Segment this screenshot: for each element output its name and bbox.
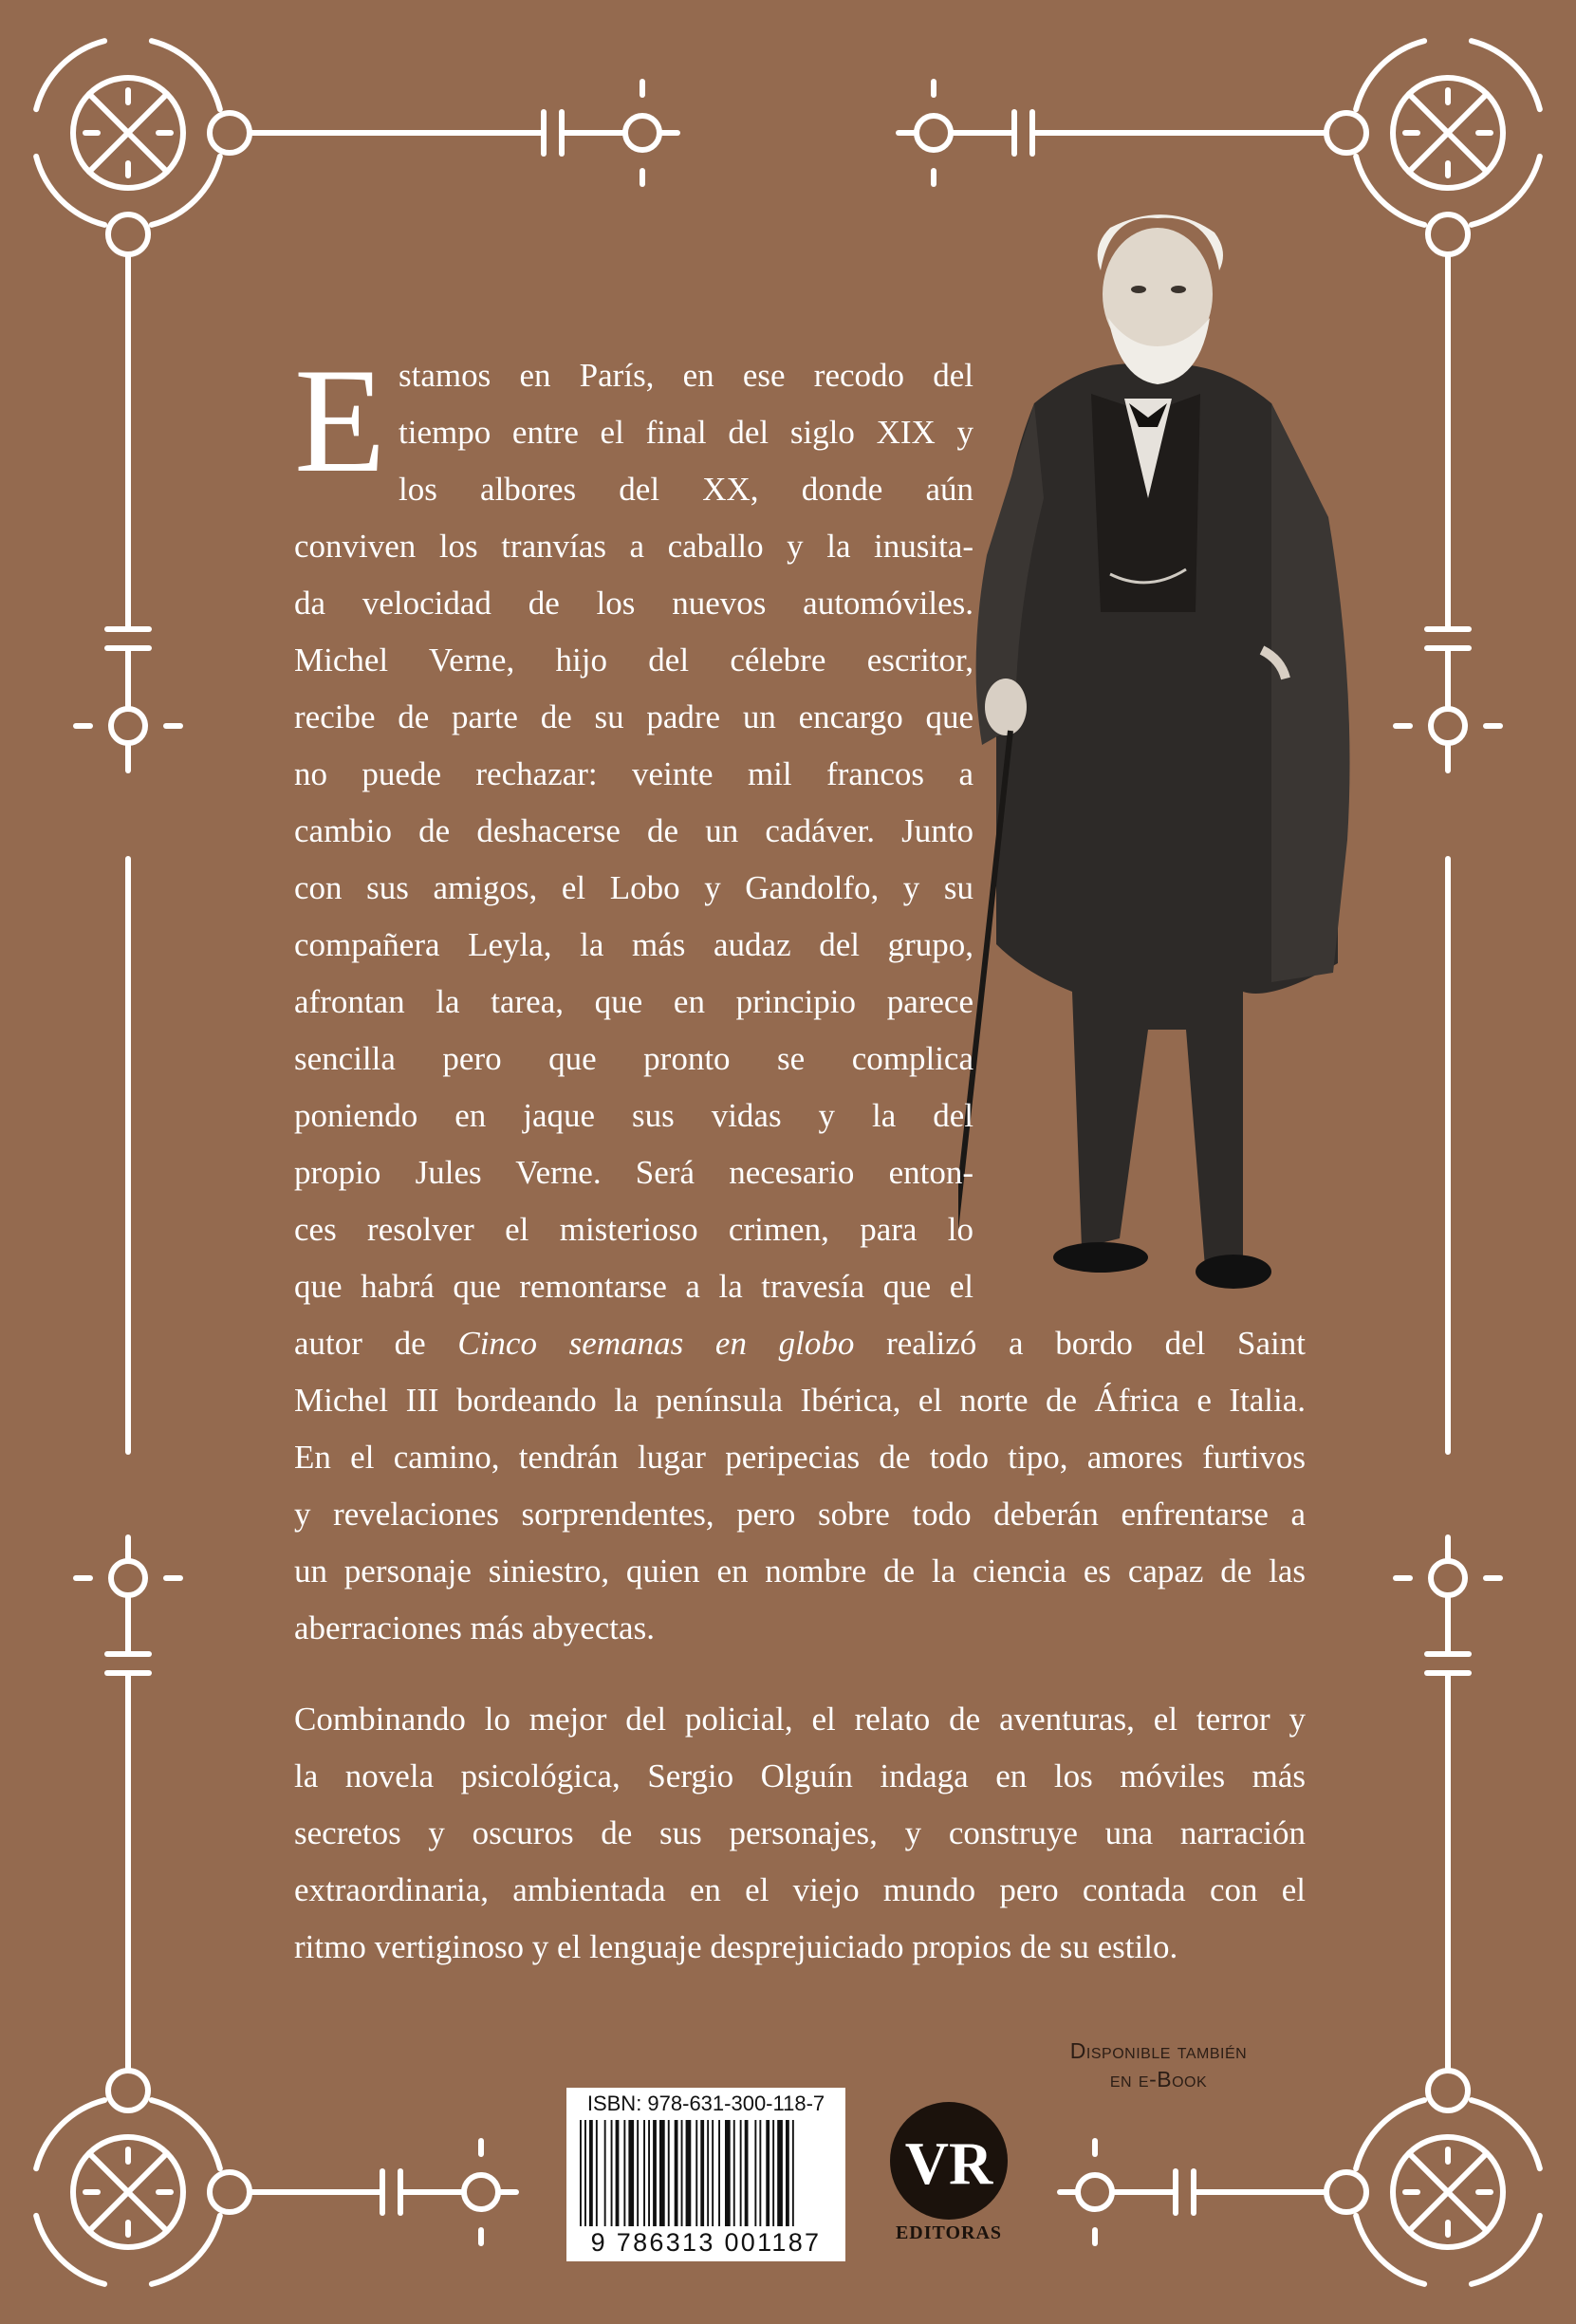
blurb-line: que habrá que remontarse a la travesía que el bbox=[294, 1268, 973, 1305]
blurb-text: realizó a bordo del Saint bbox=[854, 1325, 1307, 1362]
blurb-line: compañera Leyla, la más audaz del grupo, bbox=[294, 926, 973, 963]
blurb-line: extraordinaria, ambientada en el viejo mundo pero contada con el bbox=[294, 1871, 1306, 1908]
isbn-label: ISBN: 978-631-300-118-7 bbox=[586, 2092, 825, 2115]
barcode-digits: 9 786313 001187 bbox=[590, 2228, 822, 2257]
blurb-paragraph-1 bbox=[294, 338, 1307, 1657]
blurb-line: stamos en París, en ese recodo del bbox=[399, 357, 973, 394]
blurb-paragraph-2 bbox=[294, 1691, 1306, 1976]
blurb-line: ces resolver el misterioso crimen, para lo bbox=[294, 1211, 973, 1248]
blurb-line: conviven los tranvías a caballo y la inusita- bbox=[294, 528, 973, 565]
blurb-line: aberraciones más abyectas. bbox=[294, 1609, 655, 1646]
blurb-line: En el camino, tendrán lugar peripecias de todo tipo, amores furtivos bbox=[294, 1439, 1306, 1476]
blurb-line: tiempo entre el final del siglo XIX y bbox=[399, 414, 973, 451]
publisher-name: EDITORAS bbox=[895, 2222, 1003, 2243]
barcode-bars bbox=[580, 2120, 832, 2226]
blurb-line: los albores del XX, donde aún bbox=[399, 471, 973, 508]
ebook-notice-line-2: en e-Book bbox=[1109, 2067, 1208, 2092]
blurb-line: cambio de deshacerse de un cadáver. Junto bbox=[294, 812, 973, 849]
isbn-barcode bbox=[566, 2088, 845, 2261]
blurb-line: recibe de parte de su padre un encargo que bbox=[294, 698, 973, 735]
blurb-line: un personaje siniestro, quien en nombre de la ciencia es capaz de las bbox=[294, 1552, 1306, 1590]
blurb-text: autor de bbox=[294, 1325, 458, 1362]
ebook-notice bbox=[1049, 2036, 1268, 2093]
blurb-line: y revelaciones sorprendentes, pero sobre todo deberán enfrentarse a bbox=[294, 1496, 1306, 1533]
blurb-line: afrontan la tarea, que en principio parece bbox=[294, 983, 973, 1020]
blurb-line: no puede rechazar: veinte mil francos a bbox=[294, 755, 973, 792]
blurb-line bbox=[294, 1315, 1306, 1372]
blurb-line: la novela psicológica, Sergio Olguín indaga en los móviles más bbox=[294, 1757, 1306, 1794]
blurb-line: con sus amigos, el Lobo y Gandolfo, y su bbox=[294, 869, 973, 906]
svg-text:VR: VR bbox=[904, 2129, 993, 2197]
blurb-line: Michel III bordeando la península Ibérica, el norte de África e Italia. bbox=[294, 1382, 1306, 1419]
blurb-line: Combinando lo mejor del policial, el relato de aventuras, el terror y bbox=[294, 1701, 1306, 1738]
blurb-line: da velocidad de los nuevos automóviles. bbox=[294, 585, 973, 622]
blurb-line: Michel Verne, hijo del célebre escritor, bbox=[294, 641, 973, 679]
blurb-line: poniendo en jaque sus vidas y la del bbox=[294, 1097, 973, 1134]
blurb-line: secretos y oscuros de sus personajes, y construye una narración bbox=[294, 1814, 1306, 1851]
book-title-italic: Cinco semanas en globo bbox=[457, 1325, 855, 1362]
drop-cap: E bbox=[294, 338, 386, 504]
blurb-line: propio Jules Verne. Será necesario enton- bbox=[294, 1154, 973, 1191]
blurb-line: ritmo vertiginoso y el lenguaje desprejuiciado propios de su estilo. bbox=[294, 1928, 1178, 1965]
blurb-line: sencilla pero que pronto se complica bbox=[294, 1040, 973, 1077]
ebook-notice-line-1: Disponible también bbox=[1069, 2038, 1248, 2063]
